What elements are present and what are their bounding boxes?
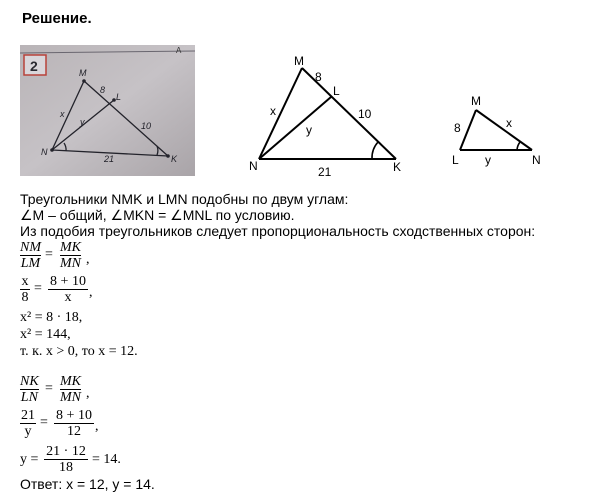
fraction-x-8: $\frac{x}{8}$ <box>21 274 29 305</box>
equals-sign: = <box>45 247 53 262</box>
small-label-8: 8 <box>454 121 461 135</box>
equals-sign: = <box>40 415 48 430</box>
photo-problem-number: 2 <box>30 58 38 74</box>
fraction-mk-mn: $\frac{MK}{MN}$ <box>60 240 81 271</box>
big-label-y: y <box>306 123 312 137</box>
equation-x-squared-product: x² = 8 · 18, <box>20 310 83 325</box>
big-label-m: M <box>294 54 304 68</box>
photo-label-l: L <box>116 92 122 102</box>
photo-label-m: M <box>79 68 87 78</box>
big-label-l: L <box>333 84 340 98</box>
solution-heading: Решение. <box>22 10 92 27</box>
small-label-n: N <box>532 153 541 167</box>
small-label-m: M <box>471 94 481 108</box>
comma: , <box>86 386 90 401</box>
big-label-x: x <box>270 104 276 118</box>
equals-sign: = <box>34 281 42 296</box>
photo-label-10: 10 <box>141 121 152 131</box>
text-proportionality: Из подобия треугольников следует пропорциональность сходственных сторон: <box>20 223 536 239</box>
big-label-21: 21 <box>318 165 332 178</box>
y-result: = 14. <box>92 452 121 467</box>
comma: , <box>86 252 90 267</box>
big-label-10: 10 <box>358 107 372 121</box>
fraction-nk-ln: $\frac{NK}{LN}$ <box>20 374 39 405</box>
big-label-n: N <box>249 159 258 173</box>
textbook-photo <box>20 45 195 176</box>
triangle-nmk-figure <box>245 52 415 178</box>
fraction-21-y: $\frac{21}{y}$ <box>21 408 35 439</box>
triangle-lmn-figure <box>448 92 558 172</box>
comma: , <box>95 419 99 434</box>
photo-label-k: K <box>171 154 178 164</box>
photo-corner-letter: A <box>176 46 182 55</box>
answer-line: Ответ: x = 12, y = 14. <box>20 476 155 492</box>
y-equals: y = <box>20 452 39 467</box>
big-label-k: K <box>393 160 402 174</box>
photo-label-y: y <box>80 117 85 127</box>
photo-label-8: 8 <box>100 85 106 95</box>
photo-label-x: x <box>60 109 65 119</box>
small-label-l: L <box>452 153 459 167</box>
text-angles: ∠M – общий, ∠MKN = ∠MNL по условию. <box>20 207 295 223</box>
photo-label-21: 21 <box>104 154 115 164</box>
small-label-y: y <box>485 153 491 167</box>
fraction-mk-mn-2: $\frac{MK}{MN}$ <box>60 374 81 405</box>
fraction-18-12: $\frac{8 + 10}{12}$ <box>54 408 94 439</box>
photo-label-n: N <box>41 147 48 157</box>
comma: , <box>89 285 93 300</box>
text-similar-triangles: Треугольники NMK и LMN подобны по двум углам: <box>20 191 349 207</box>
small-label-x: x <box>506 116 512 130</box>
equation-x-squared-144: x² = 144, <box>20 327 71 342</box>
fraction-nm-lm: $\frac{NM}{LM}$ <box>20 240 41 271</box>
fraction-21x12-18: $\frac{21 \cdot 12}{18}$ <box>44 444 88 475</box>
equation-x-result: т. к. x > 0, то x = 12. <box>20 344 138 359</box>
big-label-8: 8 <box>315 70 322 84</box>
equals-sign: = <box>45 381 53 396</box>
fraction-18-x: $\frac{8 + 10}{x}$ <box>48 274 88 305</box>
